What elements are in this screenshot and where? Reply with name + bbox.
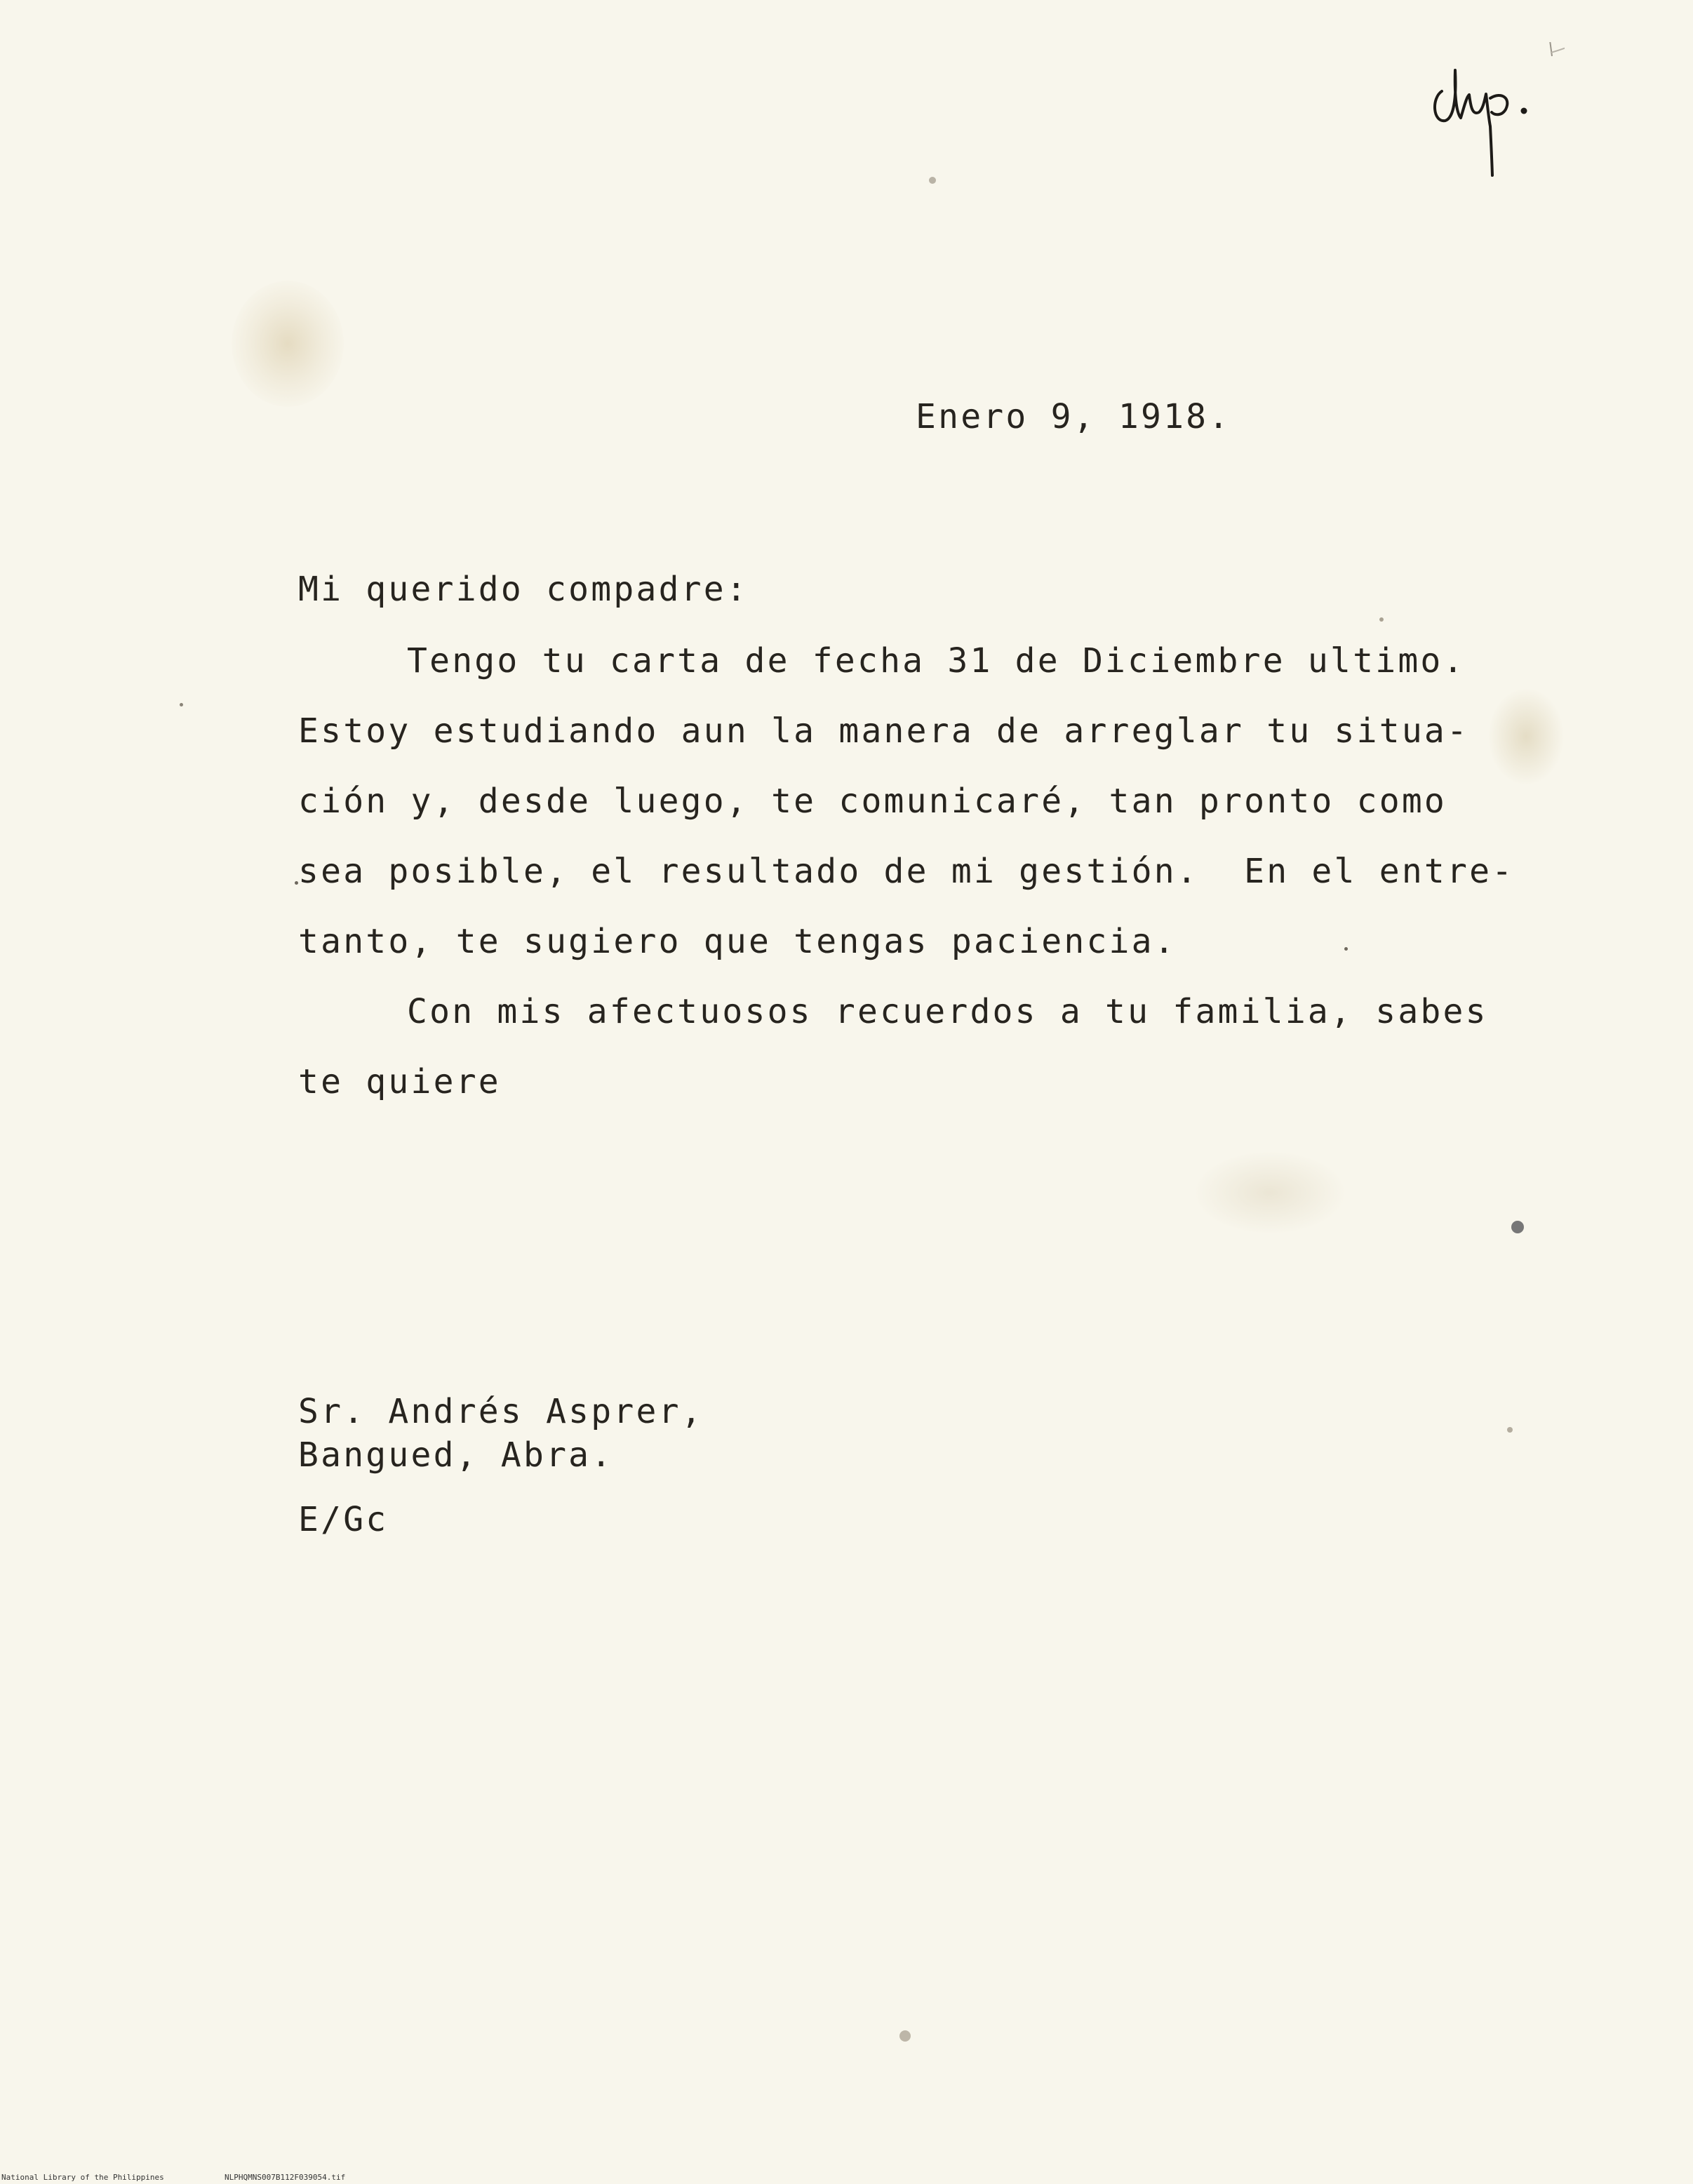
- paper-speck: [1379, 617, 1384, 622]
- paper-stain: [1487, 688, 1565, 786]
- letter-body-line: ción y, desde luego, te comunicaré, tan pronto como: [298, 782, 1447, 821]
- handwritten-dup-annotation-icon: [1424, 42, 1565, 182]
- letter-body-line: sea posible, el resultado de mi gestión. En el entre-: [298, 852, 1515, 891]
- paper-stain: [1193, 1151, 1347, 1235]
- archive-filename-label: NLPHQMNS007B112F039054.tif: [225, 2173, 346, 2182]
- paper-speck: [1511, 1221, 1524, 1233]
- paper-speck: [180, 703, 183, 706]
- letter-date: Enero 9, 1918.: [916, 397, 1231, 436]
- archive-institution-label: National Library of the Philippines: [1, 2173, 164, 2182]
- letter-body-line: Estoy estudiando aun la manera de arreglar tu situa-: [298, 711, 1470, 751]
- paper-speck: [899, 2030, 911, 2042]
- reference-initials: E/Gc: [298, 1500, 389, 1539]
- recipient-location: Bangued, Abra.: [298, 1435, 614, 1475]
- letter-body-line: tanto, te sugiero que tengas paciencia.: [298, 922, 1177, 961]
- recipient-name: Sr. Andrés Asprer,: [298, 1392, 704, 1431]
- letter-salutation: Mi querido compadre:: [298, 570, 749, 609]
- letter-closing: te quiere: [298, 1062, 501, 1101]
- paper-speck: [929, 177, 936, 184]
- paper-speck: [1507, 1427, 1513, 1433]
- letter-body-line: Tengo tu carta de fecha 31 de Diciembre ultimo.: [407, 641, 1466, 681]
- paper-stain: [232, 281, 344, 407]
- letter-body-line: Con mis afectuosos recuerdos a tu familia, sabes: [407, 992, 1488, 1031]
- paper-speck: [1344, 947, 1348, 951]
